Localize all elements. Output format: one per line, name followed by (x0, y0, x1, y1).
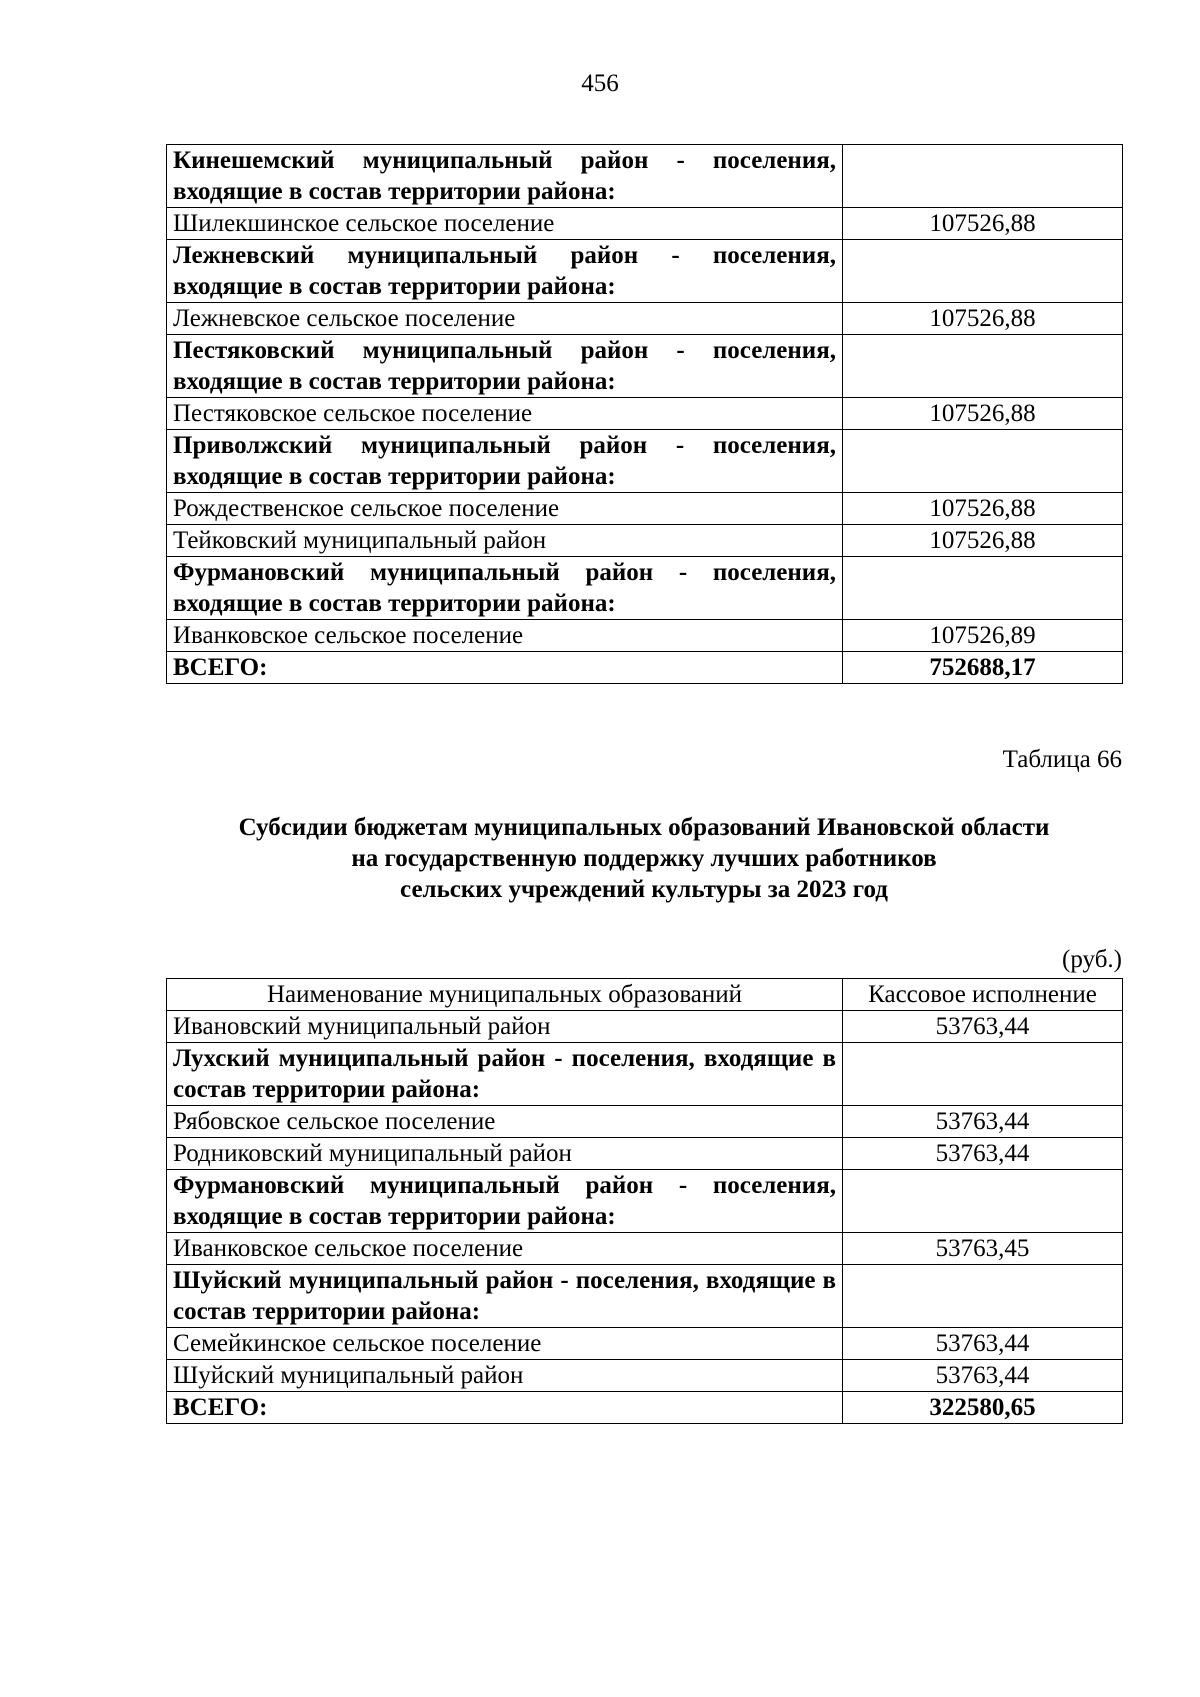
table-body (167, 145, 1123, 684)
row-name: Шуйский муниципальный район - поселения, входящие в состав территории района: (167, 1265, 843, 1328)
row-value: 53763,45 (843, 1233, 1123, 1265)
table-row (167, 1106, 1123, 1138)
row-name: ВСЕГО: (167, 1392, 843, 1424)
group-row (167, 1170, 1123, 1233)
table-caption: Таблица 66 (1002, 746, 1122, 773)
table-header-row (167, 979, 1123, 1011)
group-row (167, 145, 1123, 208)
row-name: Рождественское сельское поселение (167, 493, 843, 525)
row-value (843, 1265, 1123, 1328)
table-row (167, 398, 1123, 430)
row-value (843, 557, 1123, 620)
table-row (167, 1011, 1123, 1043)
group-row (167, 335, 1123, 398)
table-row (167, 620, 1123, 652)
row-name: ВСЕГО: (167, 652, 843, 684)
column-header-value: Кассовое исполнение (843, 979, 1123, 1011)
row-value (843, 1043, 1123, 1106)
total-row (167, 652, 1123, 684)
group-row (167, 1265, 1123, 1328)
row-value: 107526,88 (843, 398, 1123, 430)
table-row (167, 208, 1123, 240)
row-value: 752688,17 (843, 652, 1123, 684)
row-value: 53763,44 (843, 1106, 1123, 1138)
row-value: 322580,65 (843, 1392, 1123, 1424)
row-name: Лежневское сельское поселение (167, 303, 843, 335)
row-value: 107526,88 (843, 303, 1123, 335)
row-name: Приволжский муниципальный район - поселения, входящие в состав территории района: (167, 430, 843, 493)
row-name: Ивановский муниципальный район (167, 1011, 843, 1043)
row-value: 107526,88 (843, 493, 1123, 525)
row-name: Пестяковский муниципальный район - поселения, входящие в состав территории района: (167, 335, 843, 398)
row-value (843, 430, 1123, 493)
row-value: 107526,88 (843, 525, 1123, 557)
table-title-line: Субсидии бюджетам муниципальных образований Ивановской области (238, 814, 1050, 841)
row-name: Тейковский муниципальный район (167, 525, 843, 557)
table-row (167, 1233, 1123, 1265)
total-row (167, 1392, 1123, 1424)
row-value (843, 145, 1123, 208)
row-value: 53763,44 (843, 1328, 1123, 1360)
row-name: Иванковское сельское поселение (167, 1233, 843, 1265)
column-header-name: Наименование муниципальных образований (167, 979, 843, 1011)
row-value: 53763,44 (843, 1011, 1123, 1043)
table-row (167, 1360, 1123, 1392)
row-name: Рябовское сельское поселение (167, 1106, 843, 1138)
table-title (166, 812, 1122, 905)
row-name: Лухский муниципальный район - поселения, входящие в состав территории района: (167, 1043, 843, 1106)
table-row (167, 1328, 1123, 1360)
row-name: Шилекшинское сельское поселение (167, 208, 843, 240)
group-row (167, 1043, 1123, 1106)
row-value: 107526,89 (843, 620, 1123, 652)
row-name: Иванковское сельское поселение (167, 620, 843, 652)
table-row (167, 1138, 1123, 1170)
group-row (167, 240, 1123, 303)
page-number: 456 (581, 70, 619, 97)
subsidy-table (166, 978, 1123, 1424)
units-label: (руб.) (1062, 946, 1122, 973)
row-name: Шуйский муниципальный район (167, 1360, 843, 1392)
table-title-line: на государственную поддержку лучших работников (351, 845, 937, 872)
table-row (167, 493, 1123, 525)
row-name: Фурмановский муниципальный район - поселения, входящие в состав территории района: (167, 557, 843, 620)
group-row (167, 557, 1123, 620)
row-value (843, 1170, 1123, 1233)
row-name: Семейкинское сельское поселение (167, 1328, 843, 1360)
row-name: Фурмановский муниципальный район - поселения, входящие в состав территории района: (167, 1170, 843, 1233)
row-value (843, 335, 1123, 398)
row-name: Родниковский муниципальный район (167, 1138, 843, 1170)
row-name: Лежневский муниципальный район - поселения, входящие в состав территории района: (167, 240, 843, 303)
table-title-line: сельских учреждений культуры за 2023 год (400, 876, 888, 903)
group-row (167, 430, 1123, 493)
budget-table-continued (166, 144, 1123, 684)
row-value: 107526,88 (843, 208, 1123, 240)
row-name: Пестяковское сельское поселение (167, 398, 843, 430)
row-value: 53763,44 (843, 1360, 1123, 1392)
table-row (167, 525, 1123, 557)
row-value (843, 240, 1123, 303)
row-name: Кинешемский муниципальный район - поселения, входящие в состав территории района: (167, 145, 843, 208)
row-value: 53763,44 (843, 1138, 1123, 1170)
table-body (167, 1011, 1123, 1424)
table-row (167, 303, 1123, 335)
